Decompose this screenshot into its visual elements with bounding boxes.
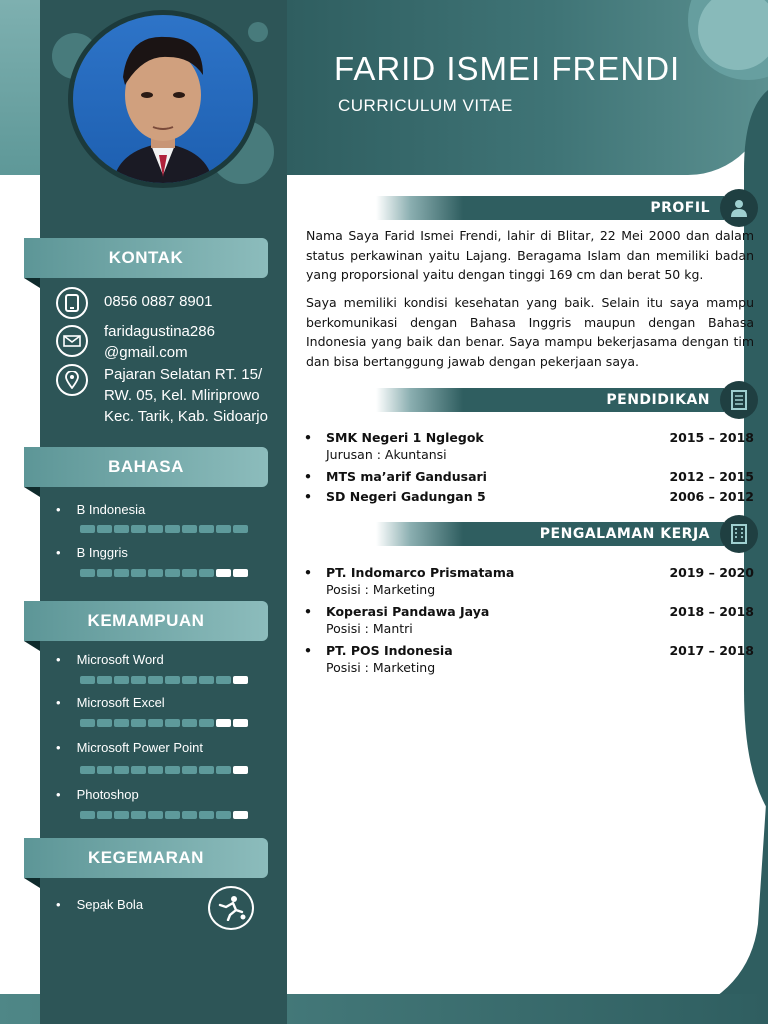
company-name: • PT. POS Indonesia [304, 643, 453, 658]
section-title-profil: PROFIL [376, 196, 724, 220]
level-dot-empty [233, 569, 248, 577]
skill-item [56, 787, 139, 802]
work-years: 2018 – 2018 [669, 604, 754, 619]
level-dot-filled [131, 676, 146, 684]
level-dot-filled [148, 811, 163, 819]
section-header-pengalaman [376, 517, 758, 551]
address-line2: RW. 05, Kel. Mliriprowo [104, 387, 260, 404]
level-dot-empty [233, 811, 248, 819]
level-dot-filled [182, 719, 197, 727]
location-pin-icon [56, 364, 88, 396]
level-dot-filled [131, 719, 146, 727]
email-line1: faridagustina286 [104, 323, 215, 340]
level-dot-filled [97, 811, 112, 819]
level-dot-filled [97, 719, 112, 727]
skill-name: • Microsoft Excel [56, 695, 165, 710]
education-entry [304, 469, 754, 484]
person-icon [720, 189, 758, 227]
work-position: Posisi : Marketing [326, 582, 436, 597]
level-dot-filled [148, 676, 163, 684]
work-position: Posisi : Marketing [326, 660, 436, 675]
phone-icon [56, 287, 88, 319]
level-dot-filled [182, 676, 197, 684]
level-dot-filled [199, 719, 214, 727]
document-subtitle: CURRICULUM VITAE [338, 96, 513, 115]
level-dot-filled [114, 569, 129, 577]
level-dot-filled [80, 676, 95, 684]
skill-level-bar [80, 676, 248, 684]
language-name: • B Inggris [56, 545, 128, 560]
level-dot-filled [97, 569, 112, 577]
section-header-kegemaran: KEGEMARAN [24, 838, 268, 878]
envelope-icon [56, 325, 88, 357]
education-years: 2012 – 2015 [669, 469, 754, 484]
level-dot-filled [97, 676, 112, 684]
level-dot-filled [114, 719, 129, 727]
language-name: • B Indonesia [56, 502, 145, 517]
profile-photo [68, 10, 258, 188]
level-dot-filled [148, 569, 163, 577]
section-header-pendidikan [376, 383, 758, 417]
level-dot-filled [216, 811, 231, 819]
skill-item [56, 740, 203, 755]
email-line2: @gmail.com [104, 344, 188, 361]
level-dot-filled [114, 766, 129, 774]
language-level-bar [80, 525, 248, 533]
level-dot-filled [199, 766, 214, 774]
skill-level-bar [80, 719, 248, 727]
education-years: 2006 – 2012 [669, 489, 754, 504]
level-dot-empty [216, 569, 231, 577]
level-dot-filled [165, 719, 180, 727]
level-dot-filled [148, 766, 163, 774]
level-dot-filled [97, 766, 112, 774]
document-icon [720, 381, 758, 419]
level-dot-filled [182, 811, 197, 819]
address-line1: Pajaran Selatan RT. 15/ [104, 366, 263, 383]
level-dot-empty [216, 719, 231, 727]
section-title-pengalaman: PENGALAMAN KERJA [376, 522, 724, 546]
level-dot-filled [165, 525, 180, 533]
level-dot-filled [114, 525, 129, 533]
education-entry [304, 489, 754, 504]
level-dot-filled [199, 569, 214, 577]
phone-number: 0856 0887 8901 [104, 293, 213, 310]
education-years: 2015 – 2018 [669, 430, 754, 445]
skill-name: • Microsoft Word [56, 652, 164, 667]
hobby-name: • Sepak Bola [56, 897, 143, 912]
skill-name: • Photoshop [56, 787, 139, 802]
skill-name: • Microsoft Power Point [56, 740, 203, 755]
level-dot-filled [131, 766, 146, 774]
level-dot-filled [148, 525, 163, 533]
skill-item [56, 695, 165, 710]
level-dot-filled [80, 525, 95, 533]
school-name: • MTS ma’arif Gandusari [304, 469, 487, 484]
work-position: Posisi : Mantri [326, 621, 413, 636]
school-name: • SMK Negeri 1 Nglegok [304, 430, 484, 445]
address-line3: Kec. Tarik, Kab. Sidoarjo [104, 408, 268, 425]
building-icon [720, 515, 758, 553]
contact-phone [56, 287, 212, 319]
section-title-pendidikan: PENDIDIKAN [376, 388, 724, 412]
level-dot-filled [182, 569, 197, 577]
level-dot-empty [233, 676, 248, 684]
section-header-bahasa: BAHASA [24, 447, 268, 487]
profile-paragraph: Nama Saya Farid Ismei Frendi, lahir di Blitar, 22 Mei 2000 dan dalam status perkawinan yaitu Lajang. Beragama Islam dan memiliki badan yang proporsional yaitu dengan tinggi 169 cm dan berat 50 kg. [306, 228, 754, 282]
section-header-profil [376, 191, 758, 225]
portrait-illustration [73, 15, 253, 183]
level-dot-filled [216, 676, 231, 684]
contact-email [56, 321, 215, 363]
level-dot-filled [233, 525, 248, 533]
level-dot-filled [199, 676, 214, 684]
work-years: 2019 – 2020 [669, 565, 754, 580]
level-dot-filled [216, 525, 231, 533]
level-dot-filled [114, 811, 129, 819]
level-dot-empty [233, 766, 248, 774]
level-dot-filled [148, 719, 163, 727]
language-item [56, 502, 145, 517]
level-dot-filled [80, 719, 95, 727]
level-dot-filled [114, 676, 129, 684]
contact-address [56, 364, 268, 427]
background-left-strip [0, 0, 40, 175]
profile-paragraph: Saya memiliki kondisi kesehatan yang baik. Selain itu saya mampu berkomunikasi dengan Bahasa Inggris maupun dengan Bahasa Indonesia yang baik dan benar. Saya mampu bekerjasama dengan tim dan bisa bertanggung jawab dengan pekerjaan saya. [306, 295, 754, 369]
level-dot-filled [131, 569, 146, 577]
section-header-kontak: KONTAK [24, 238, 268, 278]
person-name: FARID ISMEI FRENDI [334, 50, 681, 87]
level-dot-empty [233, 719, 248, 727]
company-name: • PT. Indomarco Prismatama [304, 565, 514, 580]
level-dot-filled [165, 569, 180, 577]
level-dot-filled [97, 525, 112, 533]
section-header-kemampuan: KEMAMPUAN [24, 601, 268, 641]
language-level-bar [80, 569, 248, 577]
level-dot-filled [182, 525, 197, 533]
level-dot-filled [216, 766, 231, 774]
level-dot-filled [80, 811, 95, 819]
work-entry [304, 604, 754, 636]
skill-item [56, 652, 164, 667]
bottom-right-decor [648, 774, 768, 1024]
skill-level-bar [80, 811, 248, 819]
level-dot-filled [131, 811, 146, 819]
level-dot-filled [80, 569, 95, 577]
work-years: 2017 – 2018 [669, 643, 754, 658]
level-dot-filled [131, 525, 146, 533]
hobby-item [56, 897, 143, 912]
language-item [56, 545, 128, 560]
level-dot-filled [182, 766, 197, 774]
education-detail: Jurusan : Akuntansi [326, 447, 447, 462]
work-entry [304, 643, 754, 675]
level-dot-filled [165, 676, 180, 684]
company-name: • Koperasi Pandawa Jaya [304, 604, 489, 619]
level-dot-filled [199, 525, 214, 533]
skill-level-bar [80, 766, 248, 774]
level-dot-filled [165, 811, 180, 819]
level-dot-filled [199, 811, 214, 819]
level-dot-filled [165, 766, 180, 774]
work-entry [304, 565, 754, 597]
level-dot-filled [80, 766, 95, 774]
education-entry [304, 430, 754, 462]
football-player-icon [208, 886, 254, 930]
school-name: • SD Negeri Gadungan 5 [304, 489, 486, 504]
